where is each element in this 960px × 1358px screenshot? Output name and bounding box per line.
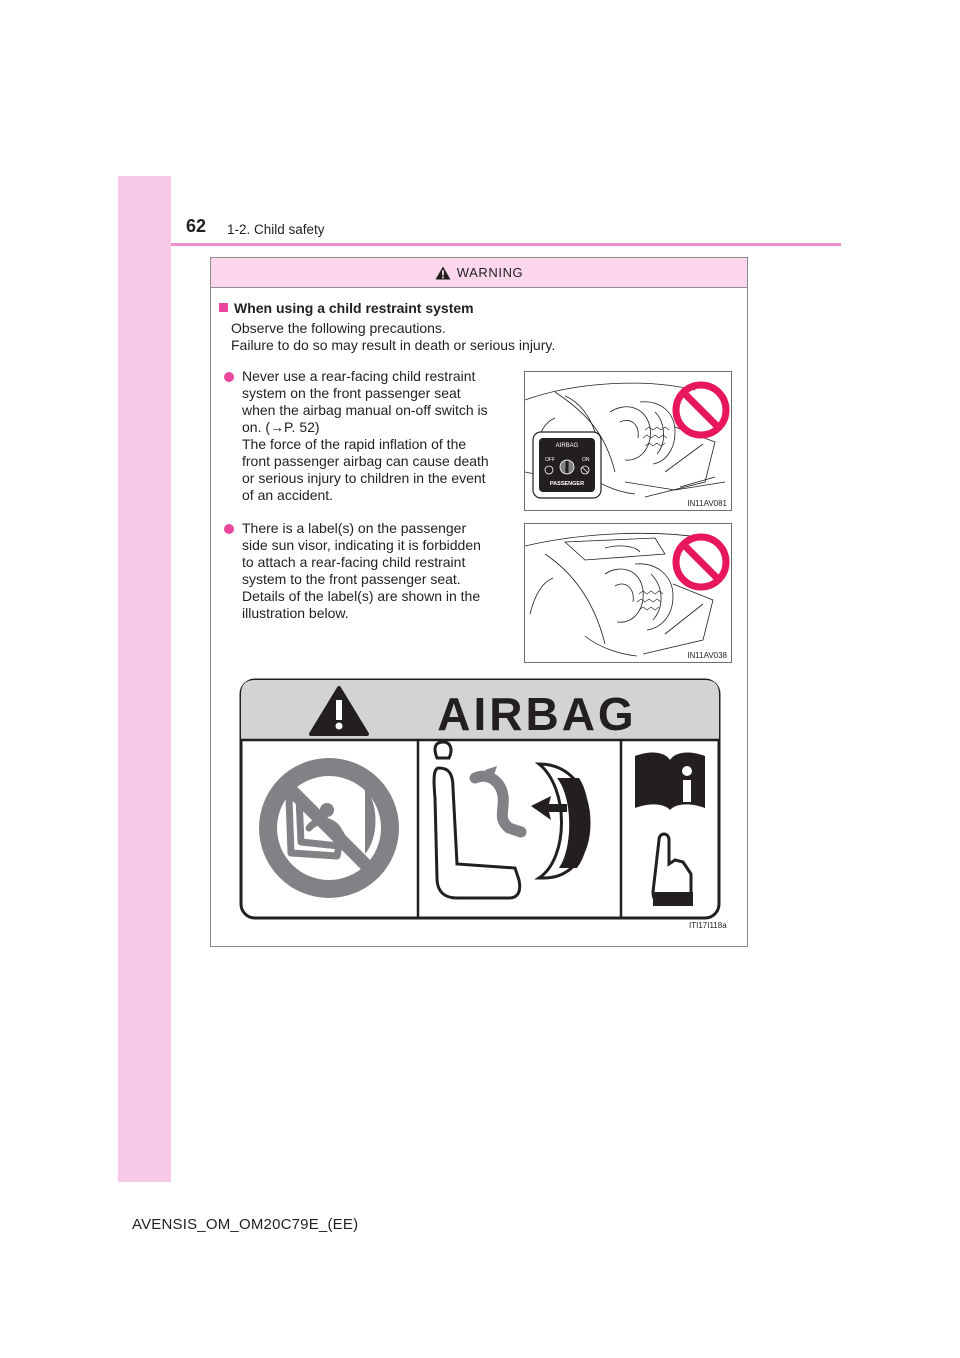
warning-heading: When using a child restraint system	[219, 300, 474, 316]
square-bullet-icon	[219, 303, 228, 312]
bullet-item-2: There is a label(s) on the passenger side sun visor, indicating it is forbidden to attach a rear-facing child restraint system to the front passenger seat. Details of the label(s) are shown in the illustration below.	[224, 520, 516, 622]
switch-off-text: OFF	[545, 457, 555, 463]
sun-visor-illustration	[525, 524, 731, 662]
car-interior-illustration	[525, 372, 731, 510]
airbag-warning-label	[239, 678, 721, 920]
round-bullet-icon	[224, 372, 234, 382]
section-title: 1-2. Child safety	[227, 222, 325, 237]
switch-title-text: AIRBAG	[555, 443, 579, 449]
bullet-item-1: Never use a rear-facing child restraint system on the front passenger seat when the airbag manual on-off switch is on. (→P. 52) The force of the rapid inflation of the front passenger airbag can cause death or serious injury to children in the event of an accident.	[224, 368, 516, 504]
prohibition-icon	[676, 385, 726, 435]
label-airbag-word: AIRBAG	[437, 688, 637, 740]
warning-intro: Observe the following precautions. Failure to do so may result in death or serious injury.	[231, 320, 556, 353]
illustration-code: IN11AV038	[687, 651, 727, 660]
document-code: AVENSIS_OM_OM20C79E_(EE)	[132, 1216, 359, 1233]
prohibition-icon	[676, 537, 726, 587]
side-tab-strip	[118, 176, 171, 1182]
warning-triangle-icon	[435, 266, 451, 280]
illustration-code: IN11AV081	[687, 499, 727, 508]
switch-passenger-text: PASSENGER	[549, 481, 585, 487]
illustration-sun-visor	[524, 523, 732, 663]
warning-box	[210, 257, 748, 947]
round-bullet-icon	[224, 524, 234, 534]
page-number: 62	[186, 216, 207, 236]
warning-header	[211, 258, 747, 288]
no-rear-facing-seat-icon	[259, 758, 399, 898]
header-rule	[171, 243, 841, 246]
illustration-airbag-switch	[524, 371, 732, 511]
label-code: ITI17I118a	[689, 921, 727, 930]
warning-title: WARNING	[456, 265, 524, 280]
switch-on-text: ON	[582, 457, 590, 463]
